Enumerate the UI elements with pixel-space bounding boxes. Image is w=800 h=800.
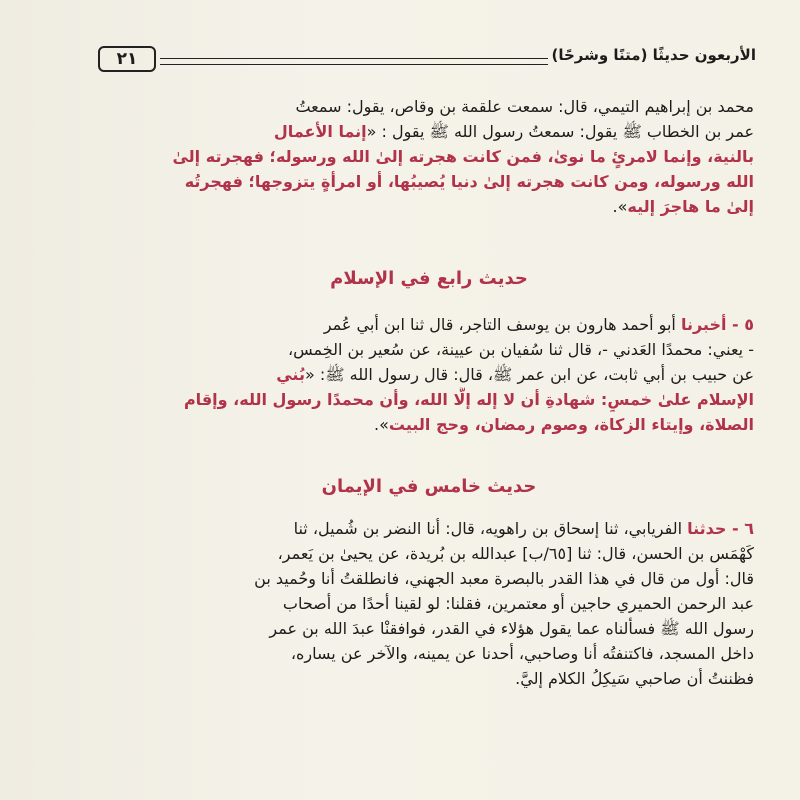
text-segment: الفريابي، ثنا إسحاق بن راهويه، قال: أنا النضر بن شُميل، ثنا: [293, 519, 683, 538]
text-line: [104, 516, 754, 541]
text-segment: ».: [612, 197, 628, 216]
hadith-number: ٦ - حدثنا: [687, 519, 754, 538]
text-line: قال: أول من قال في هذا القدر بالبصرة معبد الجهني، فانطلقتُ أنا وحُميد بن: [254, 569, 754, 588]
hadith-5-text: [104, 312, 754, 437]
running-title: الأربعون حديثًا (متنًا وشرحًا): [551, 46, 756, 64]
hadith-6-text: [104, 516, 754, 691]
text-segment: عن حبيب بن أبي ثابت، عن ابن عمر ﷺ، قال: قال رسول الله ﷺ: «: [304, 365, 754, 384]
hadith-matn: إنما الأعمال: [273, 122, 367, 141]
text-line: - يعني: محمدًا العَدني -، قال ثنا سُفيان بن عيينة، عن سُعير بن الخِمس،: [287, 340, 754, 359]
text-line: رسول الله ﷺ فسألناه عما يقول هؤلاء في القدر، فوافقنْا عبدَ الله بن عمر: [269, 619, 754, 638]
text-segment: ».: [374, 415, 389, 434]
text-line: فظننتُ أن صاحبي سَيكِلُ الكلام إليَّ.: [515, 669, 754, 688]
hadith-matn: الصلاة، وإيتاء الزكاة، وصوم رمضان، وحج البيت: [388, 415, 754, 434]
hadith-matn: بُني: [276, 365, 305, 384]
text-segment: عمر بن الخطاب ﷺ يقول: سمعتُ رسول الله ﷺ يقول : «: [366, 122, 754, 141]
text-line: [104, 119, 754, 144]
text-line: داخل المسجد، فاكتنفتُه أنا وصاحبي، أحدنا عن يمينه، والآخر عن يساره،: [290, 644, 754, 663]
text-line: محمد بن إبراهيم التيمي، قال: سمعت علقمة بن وقاص، يقول: سمعتُ: [295, 97, 754, 116]
text-segment: أبو أحمد هارون بن يوسف التاجر، قال ثنا ابن أبي عُمر: [323, 315, 676, 334]
section-heading-4: حديث رابع في الإسلام: [330, 268, 528, 289]
page-number: ٢١: [98, 46, 156, 72]
text-line: كَهْمَس بن الحسن، قال: ثنا [٦٥/ب] عبدالله بن بُريدة، عن يحيىٰ بن يَعمر،: [277, 544, 754, 563]
header-rule: [160, 58, 548, 65]
hadith-number: ٥ - أخبرنا: [680, 315, 754, 334]
section-heading-5: حديث خامس في الإيمان: [321, 476, 537, 497]
page-header: [98, 44, 756, 80]
hadith-3-text: [104, 94, 754, 219]
text-line: [104, 412, 754, 437]
text-line: عبد الرحمن الحميري حاجين أو معتمرين، فقلنا: لو لقينا أحدًا من أصحاب: [282, 594, 754, 613]
text-line: [104, 362, 754, 387]
hadith-matn: إلىٰ ما هاجرَ إليه: [627, 197, 754, 216]
hadith-matn: بالنية، وإنما لامرئٍ ما نوىٰ، فمن كانت هجرته إلىٰ الله ورسوله؛ فهجرته إلىٰ: [172, 147, 754, 166]
text-line: [104, 312, 754, 337]
hadith-matn: الله ورسوله، ومن كانت هجرته إلىٰ دنيا يُصيبُها، أو امرأةٍ يتزوجها؛ فهجرتُه: [184, 172, 754, 191]
text-line: [104, 194, 754, 219]
hadith-matn: الإسلام علىٰ خمسٍ: شهادةِ أن لا إله إلَّا الله، وأن محمدًا رسول الله، وإقام: [183, 390, 754, 409]
